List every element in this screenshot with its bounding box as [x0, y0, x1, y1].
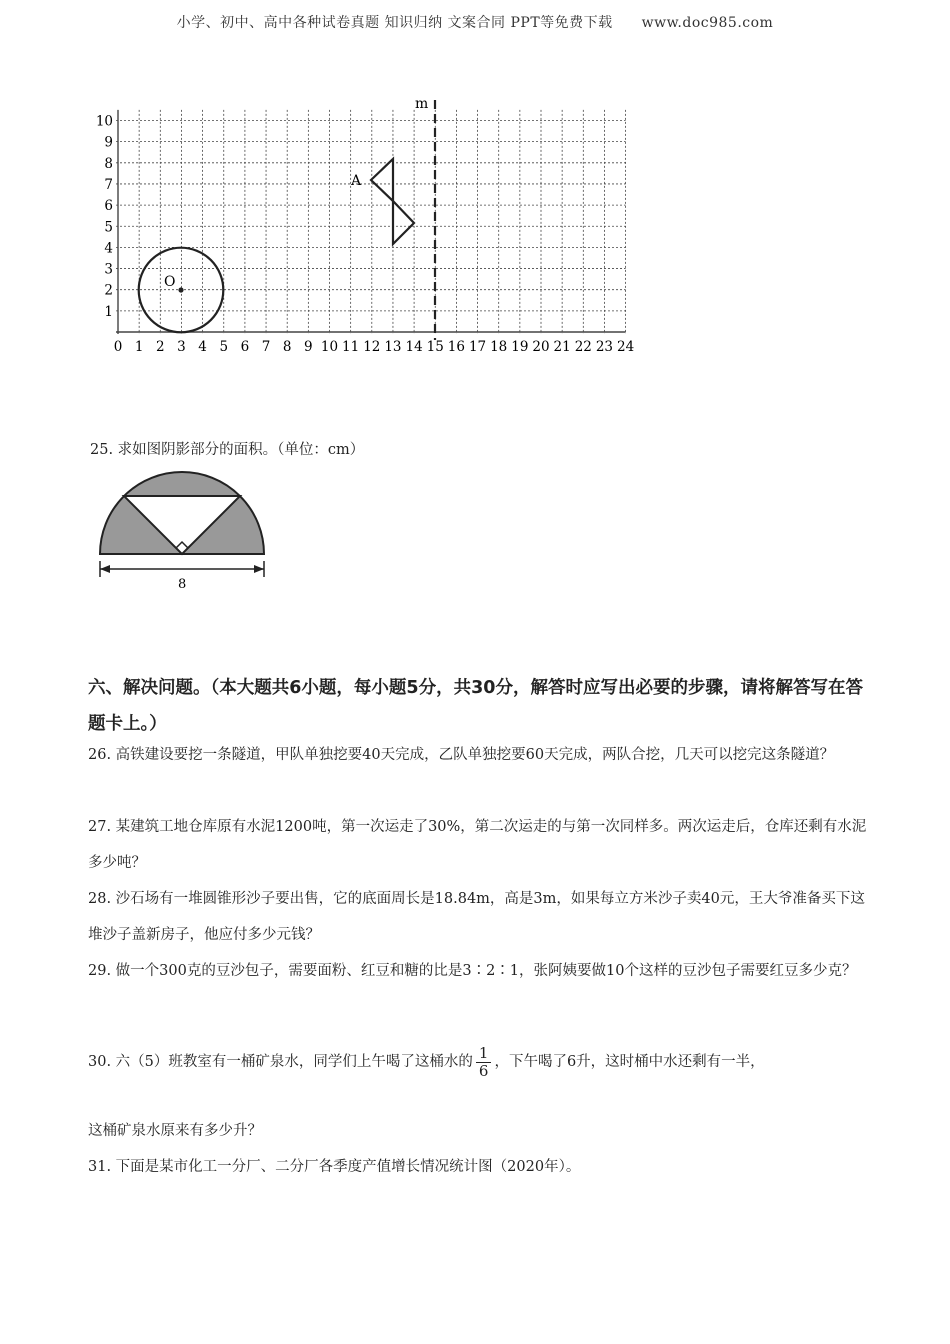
fraction-numerator: 1 — [476, 1045, 492, 1063]
triangle-upper — [371, 159, 393, 201]
x-tick-label: 7 — [261, 339, 271, 355]
x-tick-label: 0 — [113, 339, 123, 355]
page-header — [0, 12, 950, 32]
question-29: 29. 做一个300克的豆沙包子，需要面粉、红豆和糖的比是3∶2∶1，张阿姨要做10个这样的豆沙包子需要红豆多少克？ — [88, 963, 857, 979]
q30-text-after: ，下午喝了6升，这时桶中水还剩有一半， — [494, 1054, 765, 1070]
grid-lines — [116, 110, 626, 334]
question-26: 26. 高铁建设要挖一条隧道，甲队单独挖要40天完成，乙队单独挖要60天完成，两队合挖，几天可以挖完这条隧道？ — [88, 747, 835, 763]
fraction-one-sixth — [476, 1045, 492, 1080]
x-tick-label: 3 — [177, 339, 186, 355]
x-tick-label: 23 — [595, 339, 614, 355]
x-tick-label: 12 — [363, 339, 381, 355]
y-tick-label: 3 — [104, 261, 113, 278]
x-tick-label: 20 — [532, 339, 550, 355]
x-tick-label: 18 — [490, 339, 508, 355]
y-tick-label: 7 — [104, 176, 113, 193]
x-tick-label: 15 — [426, 339, 444, 355]
center-point — [178, 287, 183, 292]
x-tick-label: 1 — [134, 339, 144, 355]
y-tick-label: 6 — [104, 198, 113, 215]
x-tick-label: 14 — [405, 339, 423, 355]
question-28: 28. 沙石场有一堆圆锥形沙子要出售，它的底面周长是18.84m，高是3m，如果每立方米沙子卖40元，王大爷准备买下这堆沙子盖新房子，他应付多少元钱？ — [88, 891, 865, 943]
x-tick-label: 6 — [240, 339, 250, 355]
x-tick-label: 11 — [342, 339, 360, 355]
grid-figure — [90, 96, 650, 366]
arrow-right — [254, 565, 264, 573]
question-27: 27. 某建筑工地仓库原有水泥1200吨，第一次运走了30%，第二次运走的与第一次同样多。两次运走后，仓库还剩有水泥多少吨？ — [88, 819, 867, 871]
y-tick-label: 4 — [104, 240, 113, 257]
x-tick-label: 16 — [447, 339, 465, 355]
header-text: 小学、初中、高中各种试卷真题 知识归纳 文案合同 PPT等免费下载 — [176, 15, 613, 31]
y-tick-label: 8 — [104, 155, 113, 172]
x-tick-label: 22 — [574, 339, 592, 355]
question-30 — [88, 1040, 868, 1084]
fraction-denominator: 6 — [478, 1061, 489, 1080]
y-tick-label: 2 — [104, 282, 113, 299]
x-tick-label: 17 — [468, 339, 487, 355]
x-tick-label: 9 — [304, 339, 313, 355]
x-tick-label: 5 — [219, 339, 229, 355]
point-a-label: A — [351, 173, 362, 189]
y-tick-labels — [96, 114, 113, 320]
x-tick-label: 10 — [320, 339, 339, 355]
center-label: O — [164, 274, 176, 290]
arrow-left — [100, 565, 110, 573]
y-tick-label: 1 — [104, 303, 113, 320]
triangle-lower — [393, 201, 414, 244]
question-31: 31. 下面是某市化工一分厂、二分厂各季度产值增长情况统计图（2020年）。 — [88, 1159, 581, 1175]
x-tick-label: 24 — [617, 339, 635, 355]
y-tick-label: 5 — [104, 219, 113, 236]
x-tick-label: 13 — [384, 339, 402, 355]
section-title: 六、解决问题。（本大题共6小题，每小题5分，共30分，解答时应写出必要的步骤，请将解答写在答题卡上。） — [88, 678, 863, 734]
x-tick-label: 4 — [198, 339, 207, 355]
x-tick-label: 8 — [282, 339, 292, 355]
y-tick-label: 10 — [95, 113, 113, 130]
y-tick-label: 9 — [104, 134, 113, 151]
x-tick-label: 21 — [553, 339, 571, 355]
x-tick-labels — [114, 339, 634, 355]
x-tick-label: 2 — [156, 339, 165, 355]
semicircle-figure — [94, 468, 274, 592]
question-30-line2: 这桶矿泉水原来有多少升？ — [88, 1123, 262, 1139]
mirror-line-label: m — [415, 96, 429, 112]
x-tick-label: 19 — [511, 339, 529, 355]
dimension-label: 8 — [178, 577, 187, 592]
q30-text-before: 30. 六（5）班教室有一桶矿泉水，同学们上午喝了这桶水的 — [88, 1054, 473, 1070]
header-site: www.doc985.com — [641, 15, 774, 31]
question-25: 25. 求如图阴影部分的面积。（单位：cm） — [90, 442, 365, 458]
